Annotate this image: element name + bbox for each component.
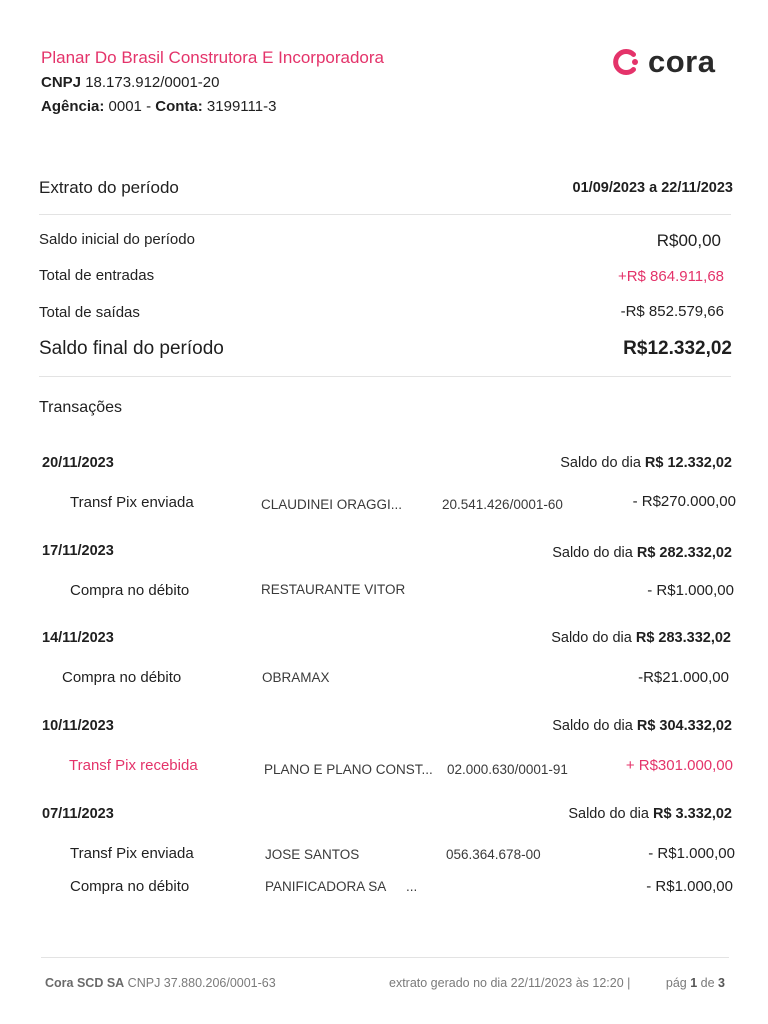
day-date: 20/11/2023 [42, 455, 114, 471]
day-balance [552, 545, 732, 561]
day-balance [560, 455, 732, 471]
transaction-amount: - R$1.000,00 [646, 878, 733, 895]
day-balance-value: R$ 12.332,02 [644, 455, 732, 471]
day-balance-label: Saldo do dia [568, 806, 649, 822]
day-balance [551, 630, 731, 646]
agencia-value: 0001 [108, 98, 142, 115]
divider [39, 214, 731, 215]
transaction-description: Transf Pix enviada [70, 845, 194, 862]
footer-company-name: Cora SCD SA [45, 976, 125, 990]
saldo-final-value: R$12.332,02 [623, 338, 732, 359]
agencia-label: Agência: [41, 98, 105, 115]
logo-text: cora [648, 44, 716, 79]
company-cnpj [41, 74, 219, 91]
page-of: de [700, 976, 715, 990]
transaction-description: Compra no débito [70, 582, 190, 599]
account-separator: - [146, 98, 152, 115]
saldo-final-label: Saldo final do período [39, 338, 224, 359]
period-range: 01/09/2023 a 22/11/2023 [572, 180, 733, 196]
day-date: 10/11/2023 [42, 718, 114, 734]
page-current: 1 [690, 976, 698, 990]
footer-company-cnpj: CNPJ 37.880.206/0001-63 [127, 976, 276, 990]
transaction-counterparty: PANIFICADORA SA [265, 879, 387, 894]
divider [39, 376, 731, 377]
transaction-document: ... [406, 879, 418, 894]
cnpj-value: 18.173.912/0001-20 [85, 74, 220, 91]
transaction-counterparty: CLAUDINEI ORAGGI... [261, 497, 403, 512]
transaction-counterparty: JOSE SANTOS [265, 847, 360, 862]
day-balance-label: Saldo do dia [552, 545, 633, 561]
page-total: 3 [718, 976, 725, 990]
day-date: 17/11/2023 [42, 543, 114, 559]
cora-logo [611, 44, 715, 80]
footer-pagination [666, 976, 725, 990]
bank-account-info [41, 98, 276, 115]
day-balance [552, 718, 732, 734]
company-name: Planar Do Brasil Construtora E Incorporadora [41, 48, 384, 67]
conta-label: Conta: [155, 98, 203, 115]
transaction-description: Transf Pix recebida [69, 757, 198, 774]
saldo-inicial-value: R$00,00 [656, 231, 721, 250]
transaction-counterparty: OBRAMAX [262, 670, 330, 685]
transaction-document: 20.541.426/0001-60 [442, 497, 563, 512]
conta-value: 3199111-3 [206, 98, 277, 115]
entradas-value: +R$ 864.911,68 [617, 268, 724, 285]
day-date: 07/11/2023 [42, 806, 114, 822]
transaction-amount: - R$270.000,00 [632, 493, 736, 510]
transaction-document: 056.364.678-00 [446, 847, 541, 862]
transaction-counterparty: PLANO E PLANO CONST... [264, 762, 433, 777]
footer-divider [41, 957, 729, 958]
transaction-description: Compra no débito [62, 669, 182, 686]
day-balance-value: R$ 283.332,02 [635, 630, 731, 646]
day-balance-value: R$ 304.332,02 [636, 718, 732, 734]
transaction-counterparty: RESTAURANTE VITOR [261, 582, 406, 597]
transaction-document: 02.000.630/0001-91 [447, 762, 568, 777]
transaction-description: Transf Pix enviada [70, 494, 194, 511]
entradas-label: Total de entradas [39, 267, 155, 284]
day-balance-label: Saldo do dia [551, 630, 632, 646]
saldo-inicial-label: Saldo inicial do período [39, 231, 195, 248]
transactions-title: Transações [39, 399, 122, 416]
period-title: Extrato do período [39, 178, 179, 197]
footer-company [45, 976, 276, 990]
day-balance-value: R$ 282.332,02 [636, 545, 732, 561]
cora-logo-icon [611, 47, 641, 77]
footer-generated: extrato gerado no dia 22/11/2023 às 12:20 | [389, 976, 631, 990]
day-balance-label: Saldo do dia [552, 718, 633, 734]
transaction-description: Compra no débito [70, 878, 190, 895]
page-prefix: pág [665, 976, 687, 990]
cnpj-label: CNPJ [41, 74, 82, 91]
day-date: 14/11/2023 [42, 630, 114, 646]
saidas-value: -R$ 852.579,66 [620, 303, 724, 320]
transaction-amount: - R$1.000,00 [648, 845, 735, 862]
transaction-amount: + R$301.000,00 [625, 757, 733, 774]
day-balance [568, 806, 732, 822]
saidas-label: Total de saídas [39, 304, 140, 321]
transaction-amount: -R$21.000,00 [638, 669, 729, 686]
day-balance-value: R$ 3.332,02 [652, 806, 732, 822]
transaction-amount: - R$1.000,00 [647, 582, 734, 599]
day-balance-label: Saldo do dia [560, 455, 641, 471]
